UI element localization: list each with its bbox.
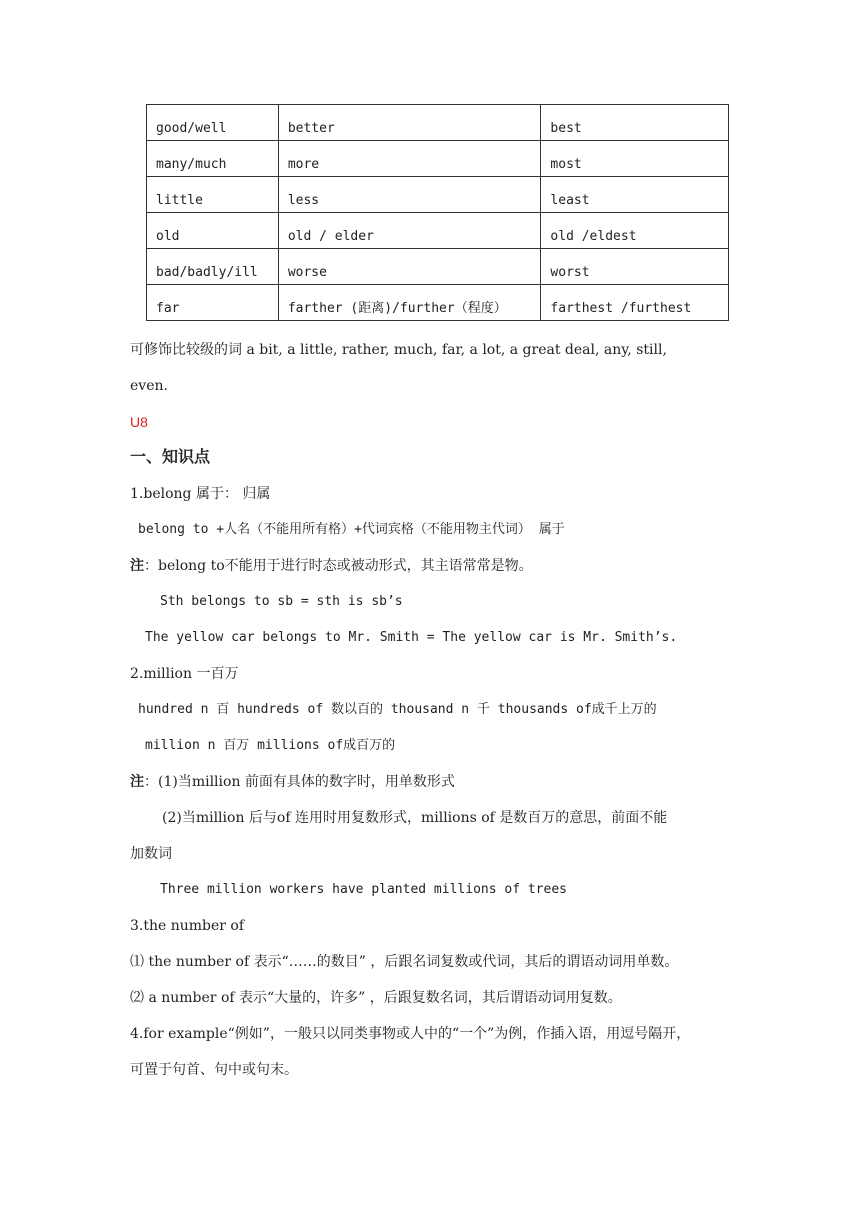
table-cell: old [147,213,279,249]
table-cell: best [541,105,729,141]
table-cell: many/much [147,141,279,177]
table-cell: better [278,105,541,141]
table-row [147,285,729,321]
table-cell: farthest /furthest [541,285,729,321]
table-cell: most [541,141,729,177]
modifiers-line-2: even. [130,378,168,394]
point-2-example: Three million workers have planted millions of trees [160,882,567,897]
table-cell: least [541,177,729,213]
note-text: ：belong to不能用于进行时态或被动形式，其主语常常是物。 [144,558,533,574]
table-cell: more [278,141,541,177]
point-4-line-2: 可置于句首、句中或句末。 [130,1062,298,1078]
point-2-title: 2.million 一百万 [130,666,239,682]
table-cell: worst [541,249,729,285]
table-row [147,213,729,249]
point-1-rule: belong to +人名（不能用所有格）+代词宾格（不能用物主代词） 属于 [138,522,565,537]
point-1-example: The yellow car belongs to Mr. Smith = The yellow car is Mr. Smith’s. [145,630,678,645]
point-3-item-2: ⑵ a number of 表示“大量的，许多” ，后跟复数名词，其后谓语动词用复数。 [130,990,622,1006]
table-row [147,177,729,213]
table-cell: old /eldest [541,213,729,249]
point-2-note-2-cont: 加数词 [130,846,172,862]
table-row [147,141,729,177]
modifiers-line-1: 可修饰比较级的词 a bit, a little, rather, much, far, a lot, a great deal, any, still, [130,342,667,358]
section-heading: 一、知识点 [130,447,211,466]
table-row [147,105,729,141]
table-cell: little [147,177,279,213]
table-row [147,249,729,285]
point-3-item-1: ⑴ the number of 表示“……的数目” ，后跟名词复数或代词，其后的谓语动词用单数。 [130,954,679,970]
point-2-line-1: hundred n 百 hundreds of 数以百的 thousand n 千 thousands of成千上万的 [138,702,657,717]
table-cell: good/well [147,105,279,141]
comparison-table [146,104,729,321]
point-4-line-1: 4.for example“例如”，一般只以同类事物或人中的“一个”为例，作插入语，用逗号隔开， [130,1026,691,1042]
point-1-note [130,556,533,576]
note-label: 注 [130,558,144,574]
point-3-title: 3.the number of [130,918,245,934]
point-2-note-1 [130,772,455,792]
table-cell: old / elder [278,213,541,249]
note-text: ：(1)当million 前面有具体的数字时，用单数形式 [144,774,455,790]
table-cell: far [147,285,279,321]
table-cell: bad/badly/ill [147,249,279,285]
point-2-note-2: (2)当million 后与of 连用时用复数形式，millions of 是数百万的意思，前面不能 [162,810,668,826]
point-1-formula: Sth belongs to sb = sth is sb’s [160,594,403,609]
note-label: 注 [130,774,144,790]
table-cell: farther (距离)/further（程度） [278,285,541,321]
unit-label: U8 [130,414,148,430]
point-1-title: 1.belong 属于： 归属 [130,486,271,502]
table-cell: less [278,177,541,213]
table-cell: worse [278,249,541,285]
point-2-line-2: million n 百万 millions of成百万的 [145,738,396,753]
